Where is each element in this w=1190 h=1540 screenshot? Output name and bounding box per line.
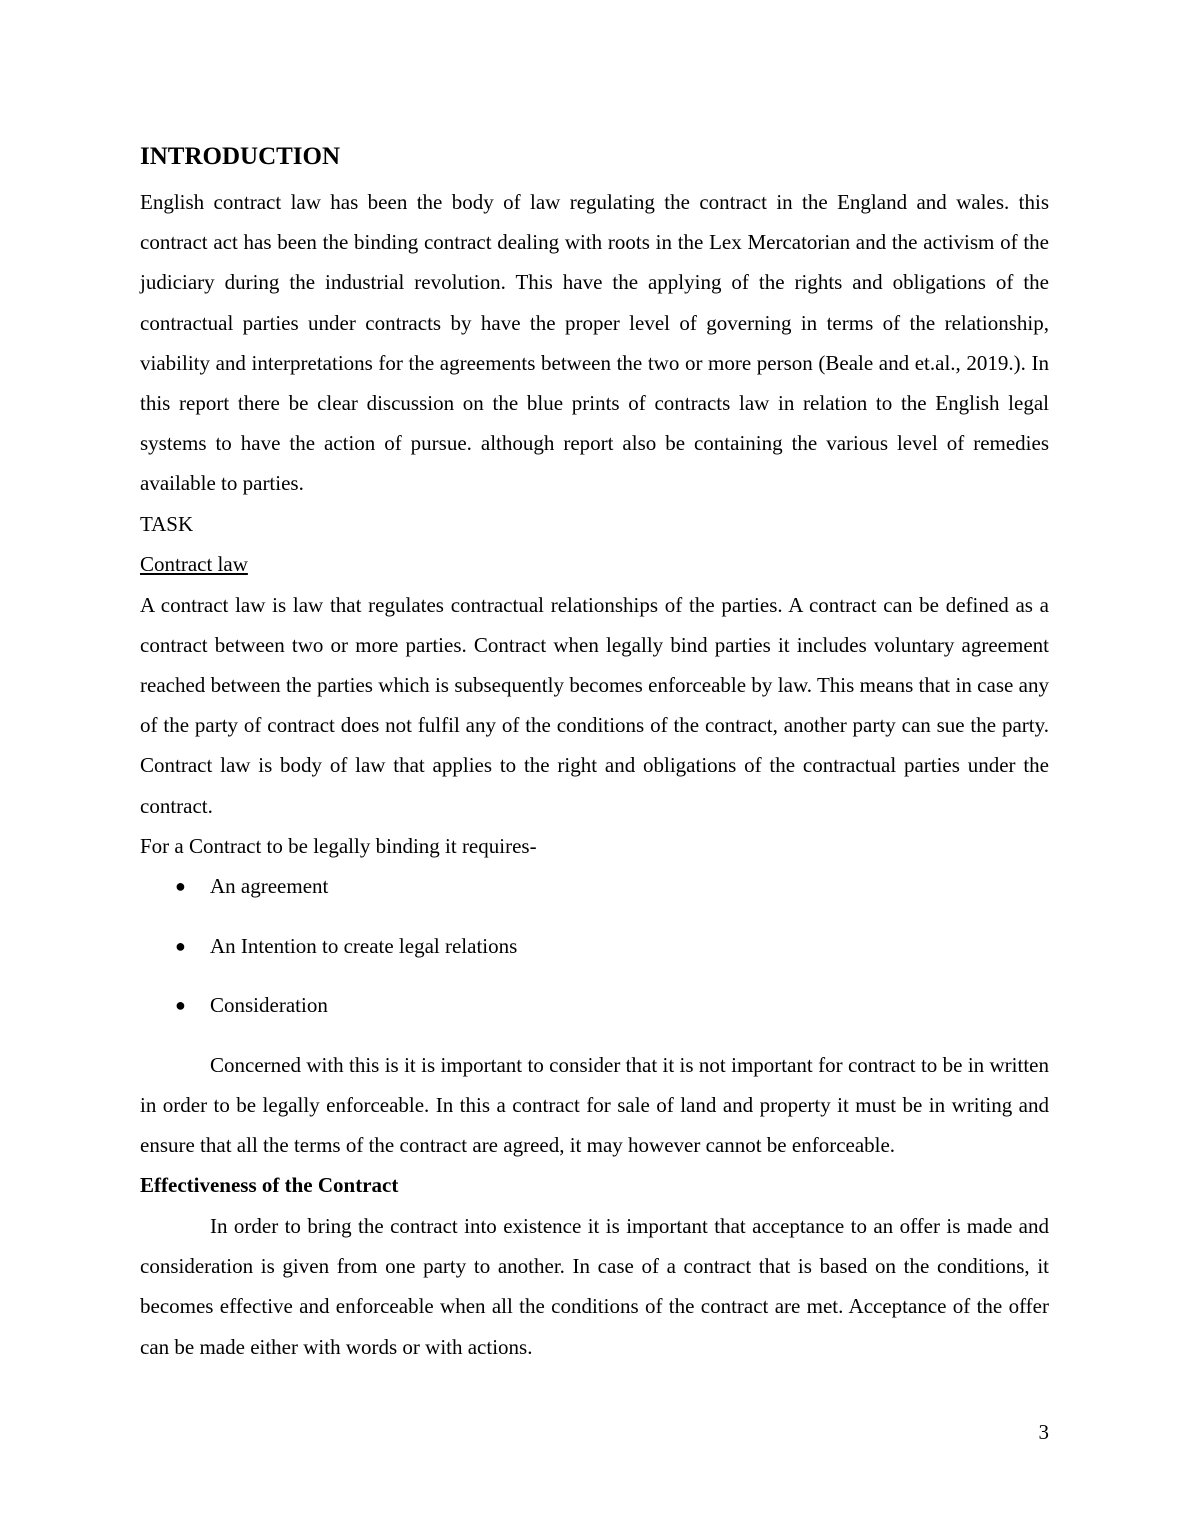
writing-paragraph: Concerned with this is it is important to consider that it is not important for contract to be in written in order to be legally enforceable. In this a contract for sale of land and property it must be in writing and ensure that all the terms of the contract are agreed, it may however cannot be enforceable.	[140, 1052, 1049, 1158]
requirements-intro: For a Contract to be legally binding it requires-	[140, 833, 537, 858]
effectiveness-paragraph: In order to bring the contract into existence it is important that acceptance to an offer is made and consideration is given from one party to another. In case of a contract that is based on the conditions, it becomes effective and enforceable when all the conditions of the contract are met. Acceptance of the offer can be made either with words or with actions.	[140, 1213, 1049, 1359]
bullet-icon: ●	[175, 876, 186, 897]
list-item-text: Consideration	[210, 993, 328, 1018]
list-item-text: An Intention to create legal relations	[210, 933, 518, 958]
requirements-list	[140, 866, 1049, 1025]
effectiveness-heading: Effectiveness of the Contract	[140, 1173, 399, 1198]
bullet-icon: ●	[175, 935, 186, 956]
list-item	[140, 985, 1049, 1025]
contract-law-paragraph: A contract law is law that regulates contractual relationships of the parties. A contract can be defined as a contract between two or more parties. Contract when legally bind parties it includes voluntary agreement reached between the parties which is subsequently becomes enforceable by law. This means that in case any of the party of contract does not fulfil any of the conditions of the contract, another party can sue the party. Contract law is body of law that applies to the right and obligations of the contractual parties under the contract.	[140, 592, 1049, 818]
list-item	[140, 926, 1049, 966]
list-item	[140, 866, 1049, 906]
intro-paragraph: English contract law has been the body of law regulating the contract in the England and wales. this contract act has been the binding contract dealing with roots in the Lex Mercatorian and the activism of the judiciary during the industrial revolution. This have the applying of the rights and obligations of the contractual parties under contracts by have the proper level of governing in terms of the relationship, viability and interpretations for the agreements between the two or more person (Beale and et.al., 2019.). In this report there be clear discussion on the blue prints of contracts law in relation to the English legal systems to have the action of pursue. although report also be containing the various level of remedies available to parties.	[140, 190, 1049, 496]
bullet-icon: ●	[175, 995, 186, 1016]
task-label: TASK	[140, 511, 194, 536]
introduction-heading: INTRODUCTION	[140, 143, 341, 170]
page-content	[140, 140, 1049, 1367]
page-number: 3	[1038, 1420, 1049, 1444]
list-item-text: An agreement	[210, 874, 329, 899]
contract-law-heading: Contract law	[140, 552, 248, 577]
